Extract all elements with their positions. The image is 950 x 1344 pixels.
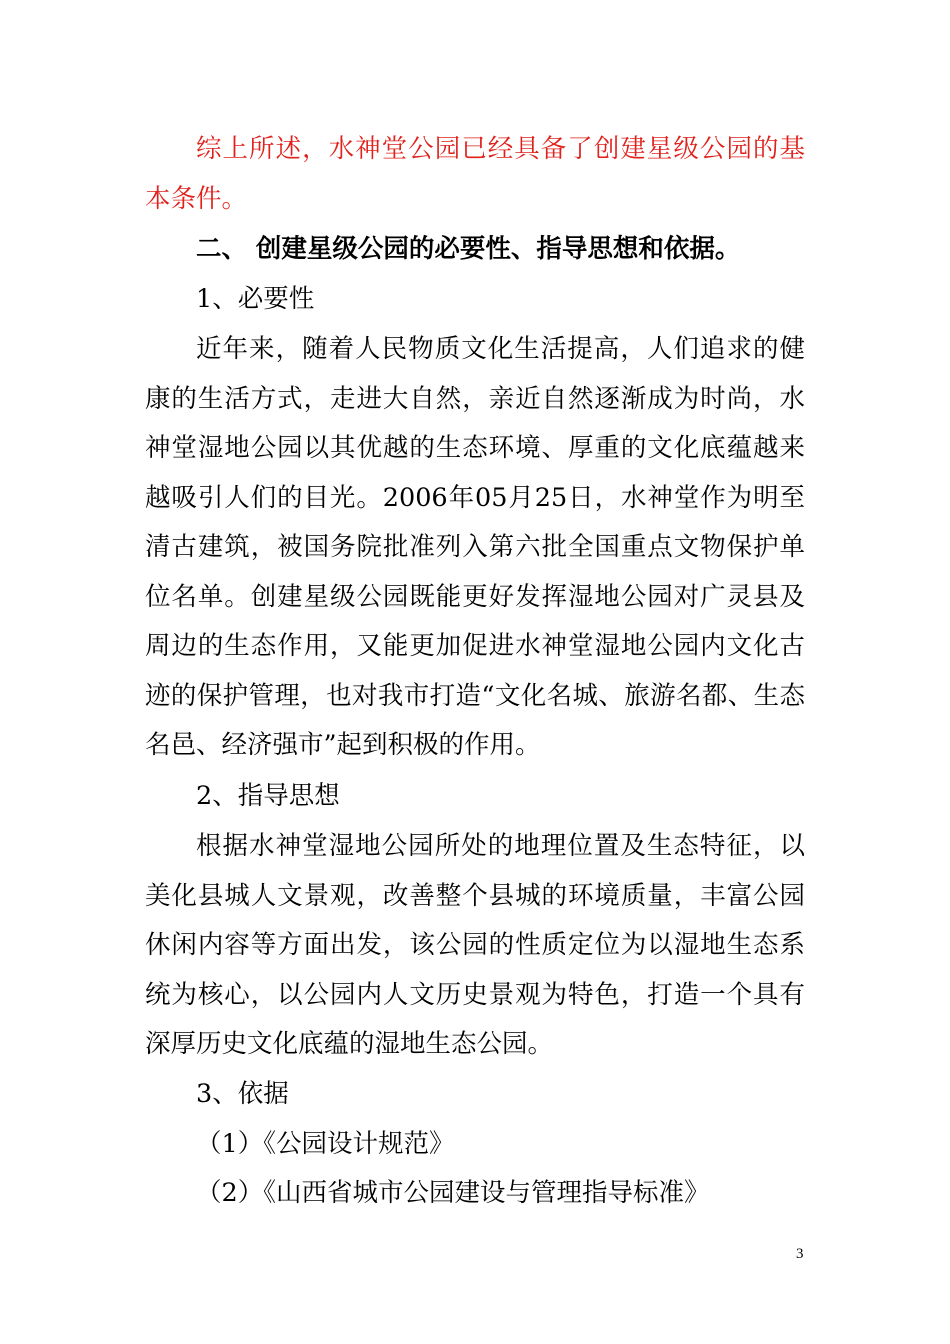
basis-item: （2）《山西省城市公园建设与管理指导标准》 bbox=[196, 1178, 710, 1208]
necessity-paragraph: 近年来，随着人民物质文化生活提高，人们追求的健康的生活方式，走进大自然，亲近自然逐渐成为时尚，水神堂湿地公园以其优越的生态环境、厚重的文化底蕴越来越吸引人们的目光。2006年05月25日，水神堂作为明至清古建筑，被国务院批准列入第六批全国重点文物保护单位名单。创建星级公园既能更好发挥湿地公园对广灵县及周边的生态作用，又能更加促进水神堂湿地公园内文化古迹的保护管理，也对我市打造“文化名城、旅游名都、生态名邑、经济强市”起到积极的作用。 bbox=[145, 334, 805, 760]
basis-item: （1）《公园设计规范》 bbox=[196, 1129, 455, 1159]
guiding-paragraph: 根据水神堂湿地公园所处的地理位置及生态特征，以美化县城人文景观，改善整个县城的环境质量，丰富公园休闲内容等方面出发，该公园的性质定位为以湿地生态系统为核心，以公园内人文历史景观为特色，打造一个具有深厚历史文化底蕴的湿地生态公园。 bbox=[145, 831, 805, 1059]
subsection-basis-heading: 3、依据 bbox=[196, 1079, 289, 1109]
subsection-guiding-heading: 2、指导思想 bbox=[196, 781, 340, 811]
summary-paragraph: 综上所述，水神堂公园已经具备了创建星级公园的基本条件。 bbox=[145, 134, 805, 214]
page-number: 3 bbox=[796, 1246, 804, 1262]
section-heading: 二、 创建星级公园的必要性、指导思想和依据。 bbox=[196, 234, 741, 264]
subsection-necessity-heading: 1、必要性 bbox=[196, 284, 315, 314]
